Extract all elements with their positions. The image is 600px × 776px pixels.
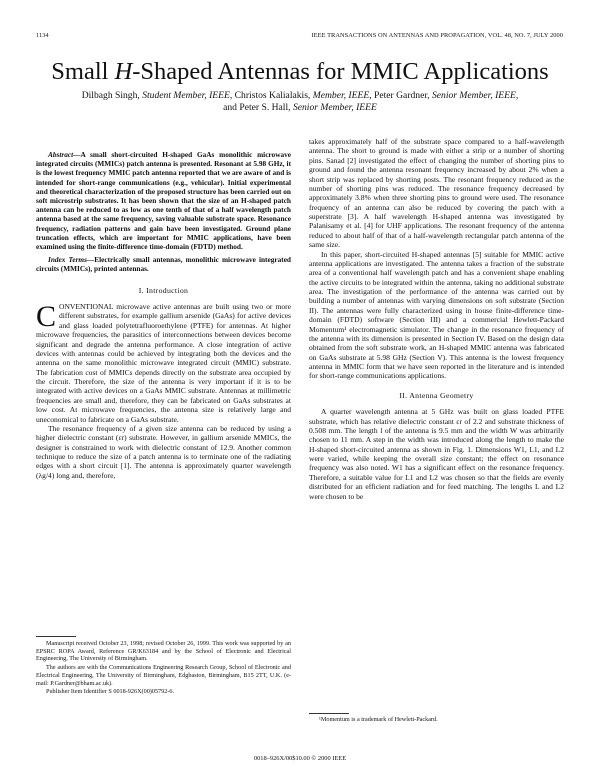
right-column	[309, 137, 564, 501]
geometry-paragraph: A quarter wavelength antenna at 5 GHz was built on glass loaded PTFE substrate, which has relative dielectric constant εr of 2.2 and substrate thickness of 0.508 mm. The length l of the antenna is 9.5 mm and the width W was arbitrarily chosen to 11 mm. A step in the width was introduced along the length to make the H-shaped short-circuited antenna as shown in Fig. 1. Dimensions W1, L1, and L2 were varied, while keeping the overall size constant; the effect on resonance frequency was also noted. W1 has a significant effect on the resonance frequency. Therefore, a suitable value for L1 and L2 was chosen so that the fields are evenly distributed for an efficient radiation and for feed matching. The lengths L and L2 were chosen to be	[309, 407, 564, 501]
index-terms: Index Terms—Electrically small antennas, monolithic microwave integrated circuits (MMICs), printed antennas.	[36, 255, 291, 274]
abstract: Abstract—A small short-circuited H-shaped GaAs monolithic microwave integrated circuits (MMICs) patch antenna is presented. Resonant at 5.98 GHz, it is the lowest frequency MMIC patch antenna reported that we are aware of and is intended for short-range communications (e.g., vehicular). Initial experimental and theoretical characterization of the proposed structure has been carried out on soft microstrip substrates. It has been shown that the size of an H-shaped patch antenna can be reduced to as low as one tenth of that of a half wavelength patch antenna based at the same frequency, saving valuable substrate space. Resonance frequency, radiation patterns and gain have been investigated. Ground plane truncation effects, which are important for MMIC applications, have been examined using the finite-difference time-domain (FDTD) method.	[36, 150, 291, 252]
author-list: Dilbagh Singh, Student Member, IEEE, Christos Kalialakis, Member, IEEE, Peter Gardner, Senior Member, IEEE, and Peter S. Hall, Senior Member, IEEE	[81, 90, 519, 114]
intro-paragraph-2: The resonance frequency of a given size antenna can be reduced by using a higher dielectric constant (εr) substrate. However, in gallium arsenide MMICs, the designer is constrained to work with dielectric constant of 12.9. Another common technique to reduce the size of a patch antenna is to terminate one of the radiating edges with a short circuit [1]. The antenna is approximately quarter wavelength (λg/4) long and, therefore,	[36, 423, 291, 480]
body-paragraph-this-paper: In this paper, short-circuited H-shaped antennas [5] suitable for MMIC active antenna applications are investigated. The antenna takes a fraction of the substrate area of a conventional half wavelength patch and has a convenient shape enabling the active circuits to be integrated within the antenna, taking no additional substrate area. The investigation of the performance of the antenna was carried out by building a number of antennas with varying dimensions on soft substrate (Section II). The antennas were fully characterized using in house finite-difference time-domain (FDTD) software (Section III) and a commercial Hewlett-Packard Momentum¹ electromagnetic simulator. The change in the resonance frequency of the antenna with its dimension is presented in Section IV. Based on the design data obtained from the soft substrate work, an H-shaped MMIC antenna was fabricated on GaAs substrate at 5.98 GHz (Section V). This antenna is the lowest frequency antenna in MMIC form that we have seen reported in the literature and is intended for short-range communications applications.	[309, 249, 564, 381]
copyright-footer: 0018–926X/00$10.00 © 2000 IEEE	[253, 755, 347, 762]
section-heading-introduction: I. Introduction	[138, 285, 189, 295]
footnote-affiliation: The authors are with the Communications Engineering Research Group, School of Electronic and Electrical Engineering, The University of Birmingham, Edgbaston, Birmingham, B15 2TT, U.K. (e-mail: P.Gardner@bham.ac.uk).	[36, 664, 291, 687]
intro-paragraph-1: CONVENTIONAL microwave active antennas are built using two or more different substrates, for example gallium arsenide (GaAs) for active devices and glass loaded polytetrafluoroethylene (PTFE) for antennas. At higher microwave frequencies, the parasitics of interconnections between devices become significant and degrade the antenna performance. A close integration of active devices with antennas could be achieved by integrating both the devices and the antenna on the same monolithic microwave integrated circuit (MMIC) substrate. The fabrication cost of MMICs depends directly on the substrate area occupied by the circuit. Therefore, the size of the antenna is very important if it is to be integrated with active devices on a GaAs MMIC substrate. Antennas at millimetric frequencies are small and, therefore, they can be fabricated on GaAs substrates at low cost. At microwave frequencies, the antenna size is relatively large and uneconomical to fabricate on a GaAs substrate.	[36, 300, 291, 424]
left-column	[36, 150, 291, 480]
page-number: 1134	[36, 32, 49, 39]
footnote-manuscript: Manuscript received October 23, 1998; revised October 26, 1999. This work was supported by an EPSRC ROPA Award, Reference GR/K63184 and by the School of Electronic and Electrical Engineering, The University of Birmingham.	[36, 640, 291, 663]
drop-cap: C	[36, 300, 57, 334]
footnote-rule-right	[309, 713, 349, 714]
footnote-identifier: Publisher Item Identifier S 0018-926X(00)05792-6.	[46, 688, 175, 696]
body-paragraph-continued: takes approximately half of the substrate space compared to a half-wavelength antenna. The short to ground is made with either a strip or a number of shorting pins. Sanad [2] investigated the effect of changing the number of shorting pins to ground and found the antenna resonant frequency increased by about 2% when a short strip was replaced by shorting posts. The resonant frequency reduced as the number of shorting pins was reduced. The resonance frequency decreased by approximately 3.8% when three shorting pins to ground were used. The resonance frequency of an antenna can also be reduced by covering the patch with a superstrate [3]. A half wavelength H-shaped antenna was investigated by Palanisamy et al. [4] for UHF applications. The resonant frequency of the antenna reduced to about half of that of a half-wavelength rectangular patch antenna of the same size.	[309, 137, 564, 250]
footnotes	[36, 640, 291, 697]
section-heading-geometry: II. Antenna Geometry	[399, 390, 474, 400]
running-header: IEEE TRANSACTIONS ON ANTENNAS AND PROPAGATION, VOL. 48, NO. 7, JULY 2000	[311, 32, 563, 39]
footnote-trademark: ¹Momentum is a trademark of Hewlett-Packard.	[319, 716, 438, 723]
footnote-rule	[36, 636, 76, 637]
paper-title: Small H-Shaped Antennas for MMIC Applications	[51, 58, 549, 85]
